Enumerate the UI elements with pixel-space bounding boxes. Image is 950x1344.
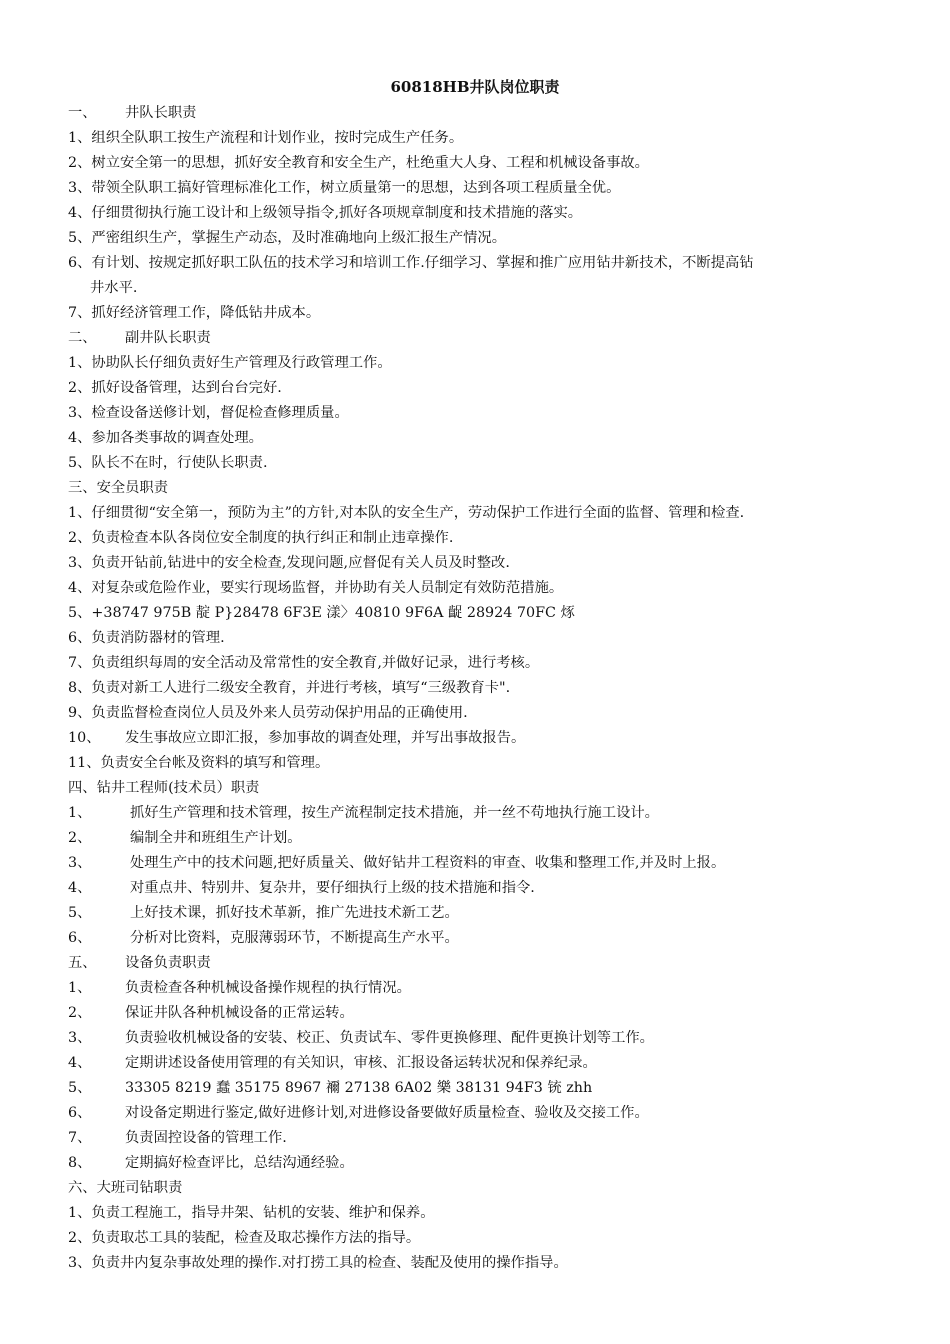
item-number: 五、 [68, 955, 97, 971]
item-text: 严密组织生产，掌握生产动态，及时准确地向上级汇报生产情况。 [91, 230, 507, 246]
item-number: 3、 [68, 405, 92, 421]
section-title: 大班司钻职责 [96, 1180, 183, 1196]
list-item [68, 176, 888, 201]
item-number: 2、 [68, 380, 92, 396]
item-number: 一、 [68, 105, 97, 121]
item-text: 定期讲述设备使用管理的有关知识，审核、汇报设备运转状况和保养纪录。 [125, 1055, 597, 1071]
item-text: 负责检查本队各岗位安全制度的执行纠正和制止违章操作. [91, 530, 454, 546]
list-item [68, 751, 888, 776]
item-text: 负责消防器材的管理. [91, 630, 225, 646]
item-number: 4、 [68, 430, 92, 446]
item-text: 树立安全第一的思想，抓好安全教育和安全生产，杜绝重大人身、工程和机械设备事故。 [91, 155, 649, 171]
item-text: 负责取芯工具的装配，检查及取芯操作方法的指导。 [91, 1230, 421, 1246]
item-text: 对复杂或危险作业，要实行现场监督，并协助有关人员制定有效防范措施。 [91, 580, 564, 596]
list-item [68, 901, 888, 926]
item-text: 对设备定期进行鉴定,做好进修计划,对进修设备要做好质量检查、验收及交接工作。 [125, 1105, 649, 1121]
list-item [68, 1026, 888, 1051]
item-number: 7、 [68, 655, 92, 671]
list-item [68, 1001, 888, 1026]
list-item [68, 726, 888, 751]
item-text: 负责安全台帐及资料的填写和管理。 [100, 755, 330, 771]
list-item [68, 151, 888, 176]
list-item [68, 401, 888, 426]
item-number: 4、 [68, 580, 92, 596]
list-item [68, 1201, 888, 1226]
item-number: 9、 [68, 705, 92, 721]
item-number: 7、 [68, 305, 92, 321]
list-item [68, 201, 888, 226]
item-number: 2、 [68, 530, 92, 546]
list-item [68, 1126, 888, 1151]
list-item-continuation [68, 276, 888, 301]
item-number: 1、 [68, 130, 92, 146]
item-number: 1、 [68, 1205, 92, 1221]
list-item [68, 601, 888, 626]
item-number: 6、 [68, 255, 92, 271]
item-number: 3、 [68, 555, 92, 571]
item-text: 处理生产中的技术问题,把好质量关、做好钻井工程资料的审查、收集和整理工作,并及时上报。 [130, 855, 726, 871]
item-text: 仔细贯彻“安全第一，预防为主”的方针,对本队的安全生产，劳动保护工作进行全面的监督、管理和检查. [91, 505, 745, 521]
item-number: 3、 [68, 1030, 92, 1046]
list-item [68, 976, 888, 1001]
list-item [68, 1251, 888, 1276]
list-item [68, 251, 888, 276]
list-item [68, 1101, 888, 1126]
item-text: 保证井队各种机械设备的正常运转。 [125, 1005, 354, 1021]
item-number: 5、 [68, 1080, 92, 1096]
document-title: 60818HB井队岗位职责 [390, 78, 560, 96]
list-item [68, 851, 888, 876]
item-number: 11、 [68, 755, 101, 771]
list-item [68, 1151, 888, 1176]
list-item [68, 801, 888, 826]
item-text: +38747 975B 靛 P}28478 6F3E 漾〉40810 9F6A 齪 28924 70FC 烼 [91, 605, 575, 621]
item-text: 对重点井、特别井、复杂井，要仔细执行上级的技术措施和指令. [130, 880, 535, 896]
list-item [68, 526, 888, 551]
item-text: 定期搞好检查评比，总结沟通经验。 [125, 1155, 354, 1171]
item-number: 4、 [68, 205, 92, 221]
item-number: 4、 [68, 1055, 92, 1071]
item-number: 5、 [68, 230, 92, 246]
item-number: 3、 [68, 1255, 92, 1271]
section-title: 井队长职责 [125, 105, 197, 121]
item-text: 负责检查各种机械设备操作规程的执行情况。 [125, 980, 411, 996]
list-item [68, 626, 888, 651]
list-item [68, 576, 888, 601]
item-text: 上好技术课，抓好技术革新，推广先进技术新工艺。 [130, 905, 459, 921]
section-title: 钻井工程师(技术员）职责 [96, 780, 260, 796]
item-number: 6、 [68, 1105, 92, 1121]
list-item [68, 226, 888, 251]
list-item [68, 1226, 888, 1251]
section-heading [68, 951, 888, 976]
item-text: 队长不在时，行使队长职责. [91, 455, 268, 471]
item-text: 带领全队职工搞好管理标准化工作，树立质量第一的思想，达到各项工程质量全优。 [91, 180, 621, 196]
item-number: 2、 [68, 155, 92, 171]
item-number: 3、 [68, 180, 92, 196]
item-text: 负责对新工人进行二级安全教育，并进行考核，填写“三级教育卡". [91, 680, 511, 696]
item-text: 抓好设备管理，达到台台完好. [91, 380, 282, 396]
item-text: 负责监督检查岗位人员及外来人员劳动保护用品的正确使用. [91, 705, 468, 721]
item-number: 1、 [68, 505, 92, 521]
item-text: 负责工程施工，指导井架、钻机的安装、维护和保养。 [91, 1205, 435, 1221]
list-item [68, 876, 888, 901]
item-number: 8、 [68, 1155, 92, 1171]
item-text: 仔细贯彻执行施工设计和上级领导指令,抓好各项规章制度和技术措施的落实。 [91, 205, 583, 221]
item-number: 1、 [68, 805, 92, 821]
section-title: 副井队长职责 [125, 330, 211, 346]
item-number: 5、 [68, 905, 92, 921]
list-item [68, 1051, 888, 1076]
item-number: 7、 [68, 1130, 92, 1146]
item-number: 10、 [68, 730, 101, 746]
item-text: 负责固控设备的管理工作. [125, 1130, 287, 1146]
item-text: 井水平. [90, 280, 138, 296]
item-text: 有计划、按规定抓好职工队伍的技术学习和培训工作.仔细学习、掌握和推广应用钻井新技术，不断提高钻 [91, 255, 754, 271]
item-text: 组织全队职工按生产流程和计划作业，按时完成生产任务。 [91, 130, 464, 146]
list-item [68, 126, 888, 151]
item-number: 6、 [68, 930, 92, 946]
item-number: 6、 [68, 630, 92, 646]
item-text: 负责开钻前,钻进中的安全检查,发现问题,应督促有关人员及时整改. [91, 555, 510, 571]
item-text: 抓好生产管理和技术管理，按生产流程制定技术措施，并一丝不苟地执行施工设计。 [130, 805, 659, 821]
item-text: 负责验收机械设备的安装、校正、负责试车、零件更换修理、配件更换计划等工作。 [125, 1030, 654, 1046]
item-number: 3、 [68, 855, 92, 871]
list-item [68, 301, 888, 326]
list-item [68, 701, 888, 726]
item-text: 发生事故应立即汇报，参加事故的调查处理，并写出事故报告。 [125, 730, 526, 746]
item-number: 六、 [68, 1180, 97, 1196]
section-heading [68, 776, 888, 801]
list-item [68, 451, 888, 476]
item-text: 协助队长仔细负责好生产管理及行政管理工作。 [91, 355, 392, 371]
item-number: 8、 [68, 680, 92, 696]
item-number: 1、 [68, 980, 92, 996]
section-title: 安全员职责 [96, 480, 169, 496]
item-text: 编制全井和班组生产计划。 [130, 830, 302, 846]
item-number: 4、 [68, 880, 92, 896]
item-number: 5、 [68, 605, 92, 621]
item-number: 1、 [68, 355, 92, 371]
item-number: 二、 [68, 330, 97, 346]
list-item [68, 651, 888, 676]
item-text: 分析对比资料，克服薄弱环节，不断提高生产水平。 [130, 930, 459, 946]
item-text: 检查设备送修计划，督促检查修理质量。 [91, 405, 349, 421]
section-heading [68, 476, 888, 501]
item-text: 33305 8219 蠢 35175 8967 襧 27138 6A02 樂 38131 94F3 铳 zhh [125, 1080, 593, 1096]
list-item [68, 376, 888, 401]
section-title: 设备负责职责 [125, 955, 211, 971]
item-number: 5、 [68, 455, 92, 471]
item-text: 负责组织每周的安全活动及常常性的安全教育,并做好记录，进行考核。 [91, 655, 540, 671]
list-item [68, 926, 888, 951]
list-item [68, 551, 888, 576]
item-text: 负责井内复杂事故处理的操作.对打捞工具的检查、装配及使用的操作指导。 [91, 1255, 568, 1271]
list-item [68, 426, 888, 451]
section-heading [68, 101, 888, 126]
item-number: 2、 [68, 1005, 92, 1021]
item-text: 抓好经济管理工作，降低钻井成本。 [91, 305, 321, 321]
list-item [68, 351, 888, 376]
item-number: 四、 [68, 780, 97, 796]
list-item [68, 676, 888, 701]
document-body [68, 101, 888, 1276]
list-item [68, 501, 888, 526]
section-heading [68, 1176, 888, 1201]
item-number: 2、 [68, 830, 92, 846]
section-heading [68, 326, 888, 351]
item-number: 2、 [68, 1230, 92, 1246]
list-item [68, 826, 888, 851]
item-text: 参加各类事故的调查处理。 [91, 430, 263, 446]
item-number: 三、 [68, 480, 97, 496]
list-item [68, 1076, 888, 1101]
